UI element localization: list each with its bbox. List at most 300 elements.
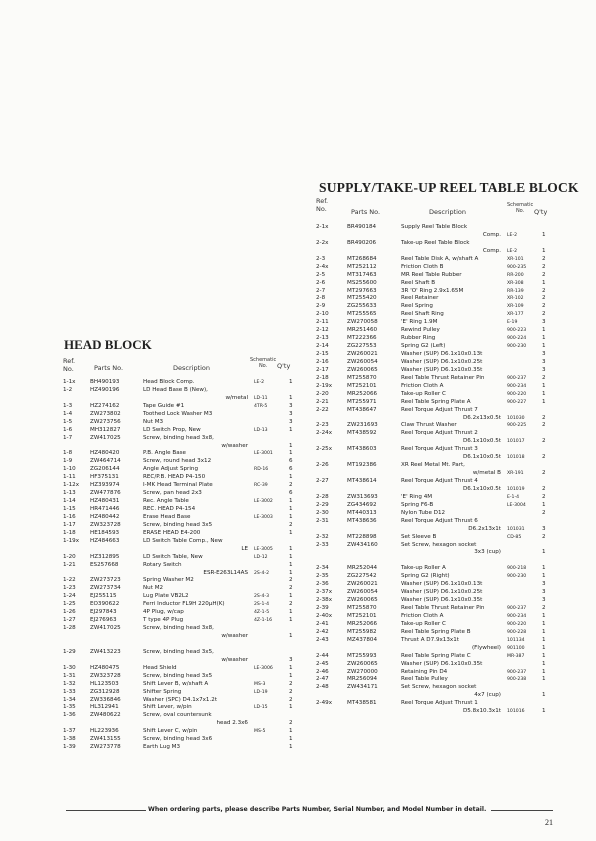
supply-takeup-row	[316, 288, 556, 296]
part-number-cell: MT252112	[347, 263, 377, 270]
description-cell: Reel Table Pulley	[401, 676, 448, 683]
quantity-cell: 1	[542, 676, 546, 683]
quantity-cell: 1	[542, 390, 546, 397]
description-cell: Lug Plate VB2L2	[143, 593, 189, 600]
description-cell: Shift Lever B, w/shaft A	[143, 680, 209, 687]
ref-cell: 2-48	[316, 684, 329, 691]
part-number-cell: ZW434171	[347, 684, 378, 691]
description-cell: ERASE HEAD E4-200	[143, 529, 201, 536]
description-cell: (Flywheel)	[471, 644, 501, 651]
ref-cell: 1-33	[63, 688, 76, 695]
quantity-cell: 2	[542, 438, 546, 445]
description-cell: D6.1x10x0.5t	[462, 454, 501, 461]
supply-takeup-row	[316, 510, 556, 518]
ref-cell: 2-34	[316, 565, 329, 572]
supply-takeup-row	[316, 462, 556, 470]
supply-takeup-row	[316, 375, 556, 383]
ref-cell: 1-7	[63, 434, 73, 441]
description-cell: Erase Head Base	[143, 513, 191, 520]
head-block-row	[63, 506, 303, 514]
part-number-cell: ZW260054	[347, 358, 378, 365]
head-block-row	[63, 585, 303, 593]
supply-takeup-row	[316, 248, 556, 256]
schematic-cell: RD-16	[254, 467, 269, 473]
quantity-cell: 1	[542, 660, 546, 667]
description-cell: Reel Shaft Ring	[401, 311, 444, 318]
head-block-row	[63, 435, 303, 443]
schematic-cell: LE-2	[507, 232, 518, 238]
description-cell: LD Head Base B (New),	[143, 386, 208, 393]
schematic-cell: RR-139	[507, 288, 524, 294]
head-block-row	[63, 403, 303, 411]
supply-takeup-parts-table	[316, 224, 556, 716]
schematic-cell: LE-3003	[254, 514, 273, 520]
part-number-cell: MT438603	[347, 446, 377, 453]
description-cell: Rec. Angle Table	[143, 498, 189, 505]
description-cell: Rubber Ring	[401, 335, 436, 342]
quantity-cell: 1	[542, 644, 546, 651]
supply-takeup-row	[316, 549, 556, 557]
ref-cell: 2-47	[316, 676, 329, 683]
ref-cell: 1-20	[63, 553, 76, 560]
description-cell: Washer (SUP) D6.1x10x0.35t	[401, 660, 483, 667]
head-block-row	[63, 411, 303, 419]
part-number-cell: MT252101	[347, 612, 377, 619]
ref-cell: 1-37	[63, 728, 76, 735]
part-number-cell: HZ490196	[90, 386, 120, 393]
head-block-row	[63, 427, 303, 435]
description-cell: Set Screw, hexagon socket	[401, 684, 477, 691]
quantity-cell: 1	[289, 736, 293, 743]
part-number-cell: ZG434692	[347, 501, 377, 508]
description-cell: Reel Table Spring Plate C	[401, 652, 471, 659]
part-number-cell: MT222366	[347, 335, 377, 342]
quantity-cell: 2	[289, 601, 293, 608]
description-cell: Rewind Pulley	[401, 327, 440, 334]
description-cell: Screw, oval countersunk	[143, 712, 212, 719]
description-cell: Reel Table Thrust Retainer Pin	[401, 605, 485, 611]
description-cell: w/metal B	[472, 470, 501, 477]
part-number-cell: ZW434160	[347, 541, 378, 548]
quantity-cell: 2	[542, 271, 546, 278]
ref-cell: 1-36	[63, 712, 76, 719]
description-cell: REC/P.B. HEAD P4-150	[143, 474, 206, 481]
schematic-cell: 101017	[507, 439, 525, 445]
quantity-cell: 1	[289, 593, 293, 600]
description-cell: Head Shield	[143, 664, 177, 671]
ref-cell: 1-14	[63, 498, 76, 505]
ref-cell: 2-11	[316, 319, 329, 326]
supply-takeup-row	[316, 272, 556, 280]
part-number-cell: MT255993	[347, 652, 377, 659]
schematic-cell: RC-39	[254, 483, 268, 489]
quantity-cell: 1	[289, 450, 293, 457]
supply-takeup-row	[316, 478, 556, 486]
part-number-cell: ZW480622	[90, 712, 121, 719]
supply-takeup-row	[316, 494, 556, 502]
description-cell: LE	[241, 545, 248, 552]
description-cell: Rotary Switch	[143, 561, 182, 568]
part-number-cell: HZ480431	[90, 498, 120, 505]
description-cell: D6.2x13x1t	[468, 525, 501, 532]
quantity-cell: 1	[289, 672, 293, 679]
part-number-cell: ZW413223	[90, 648, 121, 655]
quantity-cell: 3	[289, 410, 293, 417]
part-number-cell: HZ393974	[90, 482, 120, 489]
description-cell: 4P Plug, w/cap	[143, 609, 184, 616]
description-cell: Reel Shaft B	[401, 279, 436, 286]
supply-takeup-row	[316, 280, 556, 288]
quantity-cell: 2	[542, 533, 546, 540]
description-cell: w/metal	[225, 394, 248, 401]
quantity-cell: 2	[289, 585, 293, 592]
part-number-cell: ZG227553	[347, 343, 377, 350]
head-block-row	[63, 450, 303, 458]
schematic-cell: 900-234	[507, 383, 527, 389]
quantity-cell: 3	[542, 358, 546, 365]
ref-cell: 1-19x	[63, 537, 80, 544]
ref-cell: 1-38	[63, 736, 76, 743]
part-number-cell: ZW260054	[347, 589, 378, 596]
ref-cell: 2-42	[316, 628, 329, 635]
description-cell: Spring F6-B	[401, 501, 434, 508]
part-number-cell: ZW260021	[347, 351, 378, 357]
left-header-qty: Q'ty	[277, 362, 291, 370]
schematic-cell: LE-3006	[254, 665, 273, 671]
head-block-row	[63, 474, 303, 482]
left-header-desc: Description	[173, 364, 211, 372]
schematic-cell: 900-223	[507, 328, 527, 334]
description-cell: Screw, binding head 3x8,	[143, 434, 214, 441]
footer-rule-right	[491, 810, 553, 811]
head-block-row	[63, 665, 303, 673]
page-number: 21	[545, 818, 553, 827]
ref-cell: 2-5	[316, 271, 326, 278]
part-number-cell: ES257668	[90, 561, 119, 568]
part-number-cell: MT438592	[347, 430, 377, 437]
description-cell: Shifter Spring	[143, 688, 182, 695]
part-number-cell: HR471446	[90, 506, 120, 512]
ref-cell: 1-2	[63, 386, 73, 393]
description-cell: Tape Guide #1	[143, 402, 185, 409]
supply-takeup-row	[316, 264, 556, 272]
quantity-cell: 2	[289, 680, 293, 687]
head-block-row	[63, 641, 303, 649]
schematic-cell: 4TR-5	[254, 403, 268, 409]
description-cell: Reel Table Disk A, w/shaft A	[401, 255, 479, 262]
ref-cell: 2-24x	[316, 430, 333, 437]
schematic-cell: LD-11	[254, 395, 268, 401]
quantity-cell: 2	[542, 374, 546, 381]
description-cell: Take-up Reel Table Block	[401, 239, 470, 246]
part-number-cell: MT255971	[347, 398, 377, 405]
part-number-cell: HZ312895	[90, 553, 120, 560]
schematic-cell: 901100	[507, 645, 525, 651]
description-cell: Set Sleeve B	[401, 533, 437, 540]
head-block-row	[63, 736, 303, 744]
schematic-cell: XR-177	[507, 312, 524, 318]
ref-cell: 2-39	[316, 605, 329, 611]
description-cell: Angle Adjust Spring	[143, 466, 199, 473]
supply-takeup-row	[316, 407, 556, 415]
quantity-cell: 2	[289, 720, 293, 727]
ref-cell: 2-46	[316, 668, 329, 675]
part-number-cell: HL223936	[90, 728, 119, 735]
ref-cell: 2-29	[316, 501, 329, 508]
ref-cell: 1-30	[63, 664, 76, 671]
right-header-schematic: Schematic No.	[507, 202, 534, 214]
ref-cell: 1-10	[63, 466, 76, 473]
part-number-cell: MR252066	[347, 620, 378, 627]
description-cell: 3x3 (cup)	[474, 549, 501, 556]
quantity-cell: 2	[542, 454, 546, 461]
description-cell: Reel Table Spring Plate A	[401, 398, 471, 405]
schematic-cell: LE-3001	[254, 451, 273, 457]
quantity-cell: 3	[542, 525, 546, 532]
supply-takeup-row	[316, 597, 556, 605]
quantity-cell: 1	[542, 501, 546, 508]
quantity-cell: 2	[542, 263, 546, 270]
schematic-cell: 900-220	[507, 391, 527, 397]
quantity-cell: 1	[289, 426, 293, 433]
ref-cell: 1-12x	[63, 482, 80, 489]
supply-takeup-row	[316, 470, 556, 478]
part-number-cell: MT255565	[347, 311, 377, 318]
description-cell: D6.1x10x0.5t	[462, 438, 501, 445]
part-number-cell: HZ480442	[90, 513, 120, 520]
description-cell: w/washer	[221, 442, 248, 449]
description-cell: Spring G2 (Right)	[401, 573, 450, 580]
description-cell: Nut M3	[143, 418, 164, 425]
head-block-row	[63, 577, 303, 585]
schematic-cell: LD-15	[254, 705, 268, 711]
description-cell: I-MK Head Terminal Plate	[143, 482, 213, 489]
part-number-cell: EJ297843	[90, 609, 117, 616]
right-header-parts: Parts No.	[351, 208, 381, 216]
supply-takeup-row	[316, 557, 556, 565]
schematic-cell: XR-101	[507, 256, 524, 262]
quantity-cell: 1	[289, 545, 293, 552]
ref-cell: 2-13	[316, 335, 329, 342]
schematic-cell: 900-228	[507, 629, 527, 635]
description-cell: Screw, binding head 3x5,	[143, 648, 214, 655]
description-cell: Thrust A D7.9x13x1t	[401, 636, 459, 643]
quantity-cell: 1	[542, 398, 546, 405]
part-number-cell: MT438647	[347, 406, 377, 413]
supply-takeup-row	[316, 391, 556, 399]
part-number-cell: ZW260065	[347, 597, 378, 604]
schematic-cell: 101134	[507, 637, 525, 643]
ref-cell: 1-25	[63, 601, 76, 608]
ref-cell: 2-31	[316, 517, 329, 524]
schematic-cell: LE-3002	[254, 499, 273, 505]
part-number-cell: ZW323728	[90, 672, 121, 679]
description-cell: Washer (SUP) D6.1x10x0.25t	[401, 358, 483, 365]
ref-cell: 2-10	[316, 311, 329, 318]
ref-cell: 1-23	[63, 585, 76, 592]
supply-takeup-row	[316, 454, 556, 462]
part-number-cell: ZW273802	[90, 410, 121, 417]
ref-cell: 2-41	[316, 620, 329, 627]
schematic-cell: 2S-1-4	[254, 602, 269, 608]
ref-cell: 2-19x	[316, 382, 333, 389]
part-number-cell: ZW464714	[90, 458, 121, 465]
supply-takeup-row	[316, 303, 556, 311]
quantity-cell: 1	[289, 664, 293, 671]
description-cell: 4x7 (cup)	[474, 692, 501, 699]
description-cell: Friction Cloth A	[401, 612, 444, 619]
schematic-cell: LD-19	[254, 689, 268, 695]
description-cell: Screw, binding head 3x6	[143, 736, 213, 743]
part-number-cell: MT438581	[347, 700, 377, 707]
ref-cell: 1-32	[63, 680, 76, 687]
quantity-cell: 1	[542, 335, 546, 342]
quantity-cell: 1	[542, 628, 546, 635]
supply-takeup-row	[316, 573, 556, 581]
description-cell: w/washer	[221, 633, 248, 639]
head-block-row	[63, 625, 303, 633]
ref-cell: 1-17	[63, 521, 76, 528]
part-number-cell: MZ437804	[347, 636, 378, 643]
head-block-row	[63, 601, 303, 609]
ref-cell: 2-33	[316, 541, 329, 548]
quantity-cell: 2	[542, 287, 546, 294]
quantity-cell: 1	[289, 394, 293, 401]
quantity-cell: 2	[542, 493, 546, 500]
description-cell: Reel Table Thrust Retainer Pin	[401, 374, 485, 381]
part-number-cell: ZW413155	[90, 736, 121, 743]
description-cell: Washer (SUP) D6.1x10x0.13t	[401, 351, 483, 357]
quantity-cell: 1	[289, 561, 293, 568]
quantity-cell: 1	[542, 565, 546, 572]
part-number-cell: HE184593	[90, 529, 120, 536]
quantity-cell: 3	[542, 581, 546, 588]
right-header-desc: Description	[429, 208, 467, 216]
quantity-cell: 3	[542, 319, 546, 326]
ref-cell: 1-3	[63, 402, 73, 409]
ref-cell: 2-44	[316, 652, 329, 659]
part-number-cell: EO390622	[90, 601, 120, 608]
part-number-cell: BR490184	[347, 224, 377, 230]
quantity-cell: 2	[289, 577, 293, 584]
description-cell: Reel Spring	[401, 303, 433, 310]
ref-cell: 1-6	[63, 426, 73, 433]
part-number-cell: MT255870	[347, 374, 377, 381]
schematic-cell: LE-3004	[507, 502, 526, 508]
quantity-cell: 2	[542, 311, 546, 318]
description-cell: Supply Reel Table Block	[401, 224, 468, 230]
ref-cell: 2-32	[316, 533, 329, 540]
ref-cell: 1-39	[63, 744, 76, 751]
supply-takeup-row	[316, 422, 556, 430]
schematic-cell: 101019	[507, 486, 525, 492]
ref-cell: 1-11	[63, 474, 76, 481]
description-cell: Earth Lug M3	[143, 744, 181, 751]
ref-cell: 1-16	[63, 513, 76, 520]
schematic-cell: 900-225	[507, 423, 527, 429]
schematic-cell: 900-230	[507, 574, 527, 580]
ref-cell: 2-40x	[316, 612, 333, 619]
quantity-cell: 1	[542, 343, 546, 350]
ref-cell: 2-27	[316, 478, 329, 484]
right-header-ref: Ref. No.	[316, 197, 329, 213]
part-number-cell: MH312827	[90, 426, 121, 433]
ordering-note: When ordering parts, please describe Parts Number, Serial Number, and Model Number in detail.	[148, 806, 487, 813]
schematic-cell: 101016	[507, 709, 525, 715]
ref-cell: 1-29	[63, 648, 76, 655]
quantity-cell: 2	[542, 470, 546, 477]
description-cell: Head Block Comp.	[143, 379, 195, 385]
quantity-cell: 1	[289, 617, 293, 624]
quantity-cell: 1	[542, 620, 546, 627]
schematic-cell: 2S-4-3	[254, 594, 269, 600]
ref-cell: 2-15	[316, 351, 329, 357]
ref-cell: 1-34	[63, 696, 76, 703]
quantity-cell: 2	[289, 688, 293, 695]
ref-cell: 2-22	[316, 406, 329, 413]
supply-takeup-row	[316, 486, 556, 494]
head-block-parts-table	[63, 379, 303, 752]
part-number-cell: HZ484663	[90, 537, 120, 544]
part-number-cell: MT438636	[347, 517, 377, 524]
ref-cell: 2-43	[316, 636, 329, 643]
head-block-row	[63, 681, 303, 689]
ref-cell: 1-15	[63, 506, 76, 512]
quantity-cell: 3	[289, 418, 293, 425]
quantity-cell: 1	[289, 442, 293, 449]
quantity-cell: 1	[289, 553, 293, 560]
head-block-row	[63, 712, 303, 720]
supply-takeup-row	[316, 565, 556, 573]
supply-takeup-row	[316, 613, 556, 621]
description-cell: 3R 'O' Ring 2.9x1.65M	[401, 287, 464, 294]
part-number-cell: MT440313	[347, 509, 377, 516]
description-cell: Reel Torque Adjust Thrust 6	[401, 517, 478, 524]
description-cell: Screw, binding head 3x5	[143, 521, 213, 528]
supply-takeup-row	[316, 415, 556, 423]
head-block-row	[63, 673, 303, 681]
description-cell: Washer (SUP) D6.1x10x0.13t	[401, 581, 483, 588]
description-cell: Nylon Tube D12	[401, 509, 446, 516]
supply-takeup-row	[316, 295, 556, 303]
supply-takeup-row	[316, 327, 556, 335]
description-cell: w/washer	[221, 656, 248, 663]
quantity-cell: 2	[542, 509, 546, 516]
part-number-cell: ZW273756	[90, 418, 121, 425]
supply-takeup-row	[316, 676, 556, 684]
supply-takeup-row	[316, 605, 556, 613]
head-block-row	[63, 570, 303, 578]
head-block-title: HEAD BLOCK	[64, 337, 152, 352]
supply-takeup-row	[316, 502, 556, 510]
supply-takeup-row	[316, 224, 556, 232]
schematic-cell: 900-230	[507, 344, 527, 350]
supply-takeup-row	[316, 645, 556, 653]
part-number-cell: MT438614	[347, 478, 377, 484]
quantity-cell: 1	[289, 633, 293, 639]
quantity-cell: 1	[289, 609, 293, 616]
description-cell: Spring G2 (Left)	[401, 343, 446, 350]
ref-cell: 2-37x	[316, 589, 333, 596]
part-number-cell: ZW273723	[90, 577, 121, 584]
left-header-parts: Parts No.	[94, 364, 124, 372]
ref-cell: 2-12	[316, 327, 329, 334]
part-number-cell: ZW273734	[90, 585, 121, 592]
description-cell: Spring Washer M2	[143, 577, 194, 584]
description-cell: D5.8x10.3x1t	[462, 708, 501, 715]
supply-takeup-row	[316, 589, 556, 597]
schematic-cell: 900-218	[507, 566, 527, 572]
